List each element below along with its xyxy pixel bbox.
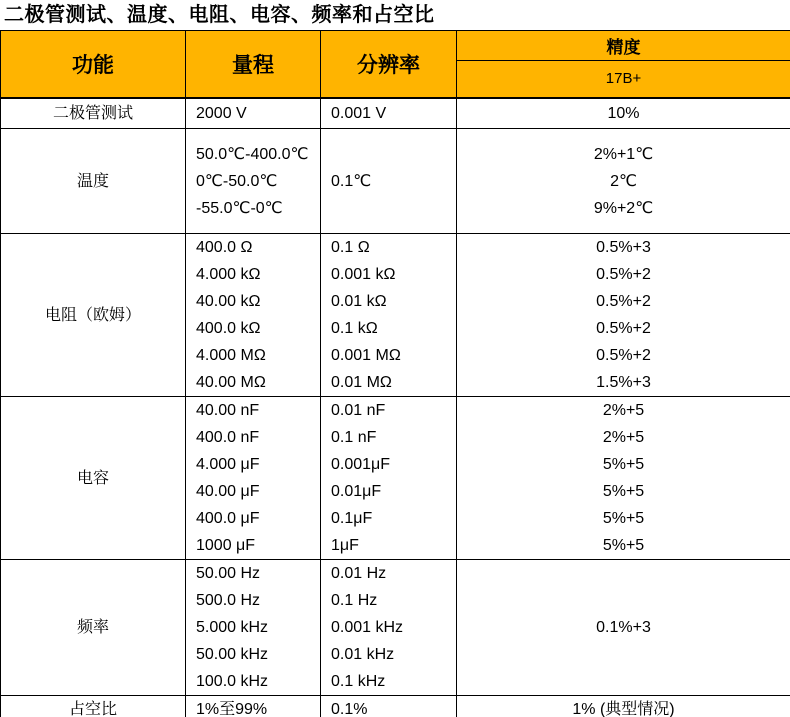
resolution-cell xyxy=(321,234,457,397)
cell-line: 0.5%+3 xyxy=(596,239,651,256)
cell-line: 0.1%+3 xyxy=(596,619,651,636)
col-header-resolution: 分辨率 xyxy=(321,31,457,98)
spec-table-body xyxy=(1,98,790,717)
resolution-cell xyxy=(321,696,457,717)
function-cell xyxy=(1,696,186,717)
col-header-range: 量程 xyxy=(186,31,321,98)
cell-line: 0.1 kΩ xyxy=(331,320,378,337)
range-cell xyxy=(186,560,321,696)
resolution-cell xyxy=(321,98,457,129)
table-row xyxy=(1,696,790,717)
cell-line: 50.0℃-400.0℃ xyxy=(196,145,309,163)
cell-line: 0.01 MΩ xyxy=(331,374,392,391)
range-cell xyxy=(186,98,321,129)
cell-line: 400.0 μF xyxy=(196,510,260,527)
cell-line: 0.5%+2 xyxy=(596,266,651,283)
cell-line: 0.01 kΩ xyxy=(331,293,387,310)
cell-line: 2000 V xyxy=(196,104,247,122)
accuracy-cell xyxy=(457,234,790,397)
cell-line: 0.001 V xyxy=(331,104,387,122)
cell-line: 0.5%+2 xyxy=(596,347,651,364)
cell-line: 0.01 kHz xyxy=(331,646,395,663)
cell-line: 0.001 MΩ xyxy=(331,347,401,364)
function-cell xyxy=(1,234,186,397)
cell-line: 电阻（欧姆） xyxy=(44,306,141,324)
cell-line: 500.0 Hz xyxy=(196,592,261,609)
cell-line: 0.01μF xyxy=(331,483,382,500)
function-cell xyxy=(1,560,186,696)
table-row xyxy=(1,129,790,234)
cell-line: 40.00 μF xyxy=(196,483,260,500)
cell-line: 4.000 kΩ xyxy=(196,266,261,283)
cell-line: 二极管测试 xyxy=(52,104,133,122)
accuracy-cell xyxy=(457,696,790,717)
cell-line: 40.00 MΩ xyxy=(196,374,266,391)
col-header-accuracy-model: 17B+ xyxy=(457,61,790,98)
cell-line: 0.1% xyxy=(331,701,368,717)
cell-line: 0.001μF xyxy=(331,456,391,473)
header-row-top xyxy=(1,31,790,61)
cell-line: 2℃ xyxy=(610,172,637,190)
cell-line: 5%+5 xyxy=(602,456,645,473)
cell-line: 2%+5 xyxy=(602,429,645,446)
cell-line: 0.1 kHz xyxy=(331,673,386,690)
accuracy-cell xyxy=(457,397,790,560)
page-title: 二极管测试、温度、电阻、电容、频率和占空比 xyxy=(4,4,435,26)
function-cell xyxy=(1,98,186,129)
cell-line: 100.0 kHz xyxy=(196,673,269,690)
cell-line: 0.001 kΩ xyxy=(331,266,396,283)
cell-line: 0.01 nF xyxy=(331,402,386,419)
function-cell xyxy=(1,397,186,560)
cell-line: 400.0 Ω xyxy=(196,239,253,256)
cell-line: 50.00 kHz xyxy=(196,646,269,663)
cell-line: 5%+5 xyxy=(602,483,645,500)
range-cell xyxy=(186,696,321,717)
cell-line: 0℃-50.0℃ xyxy=(196,172,278,190)
cell-line: 400.0 kΩ xyxy=(196,320,261,337)
table-row xyxy=(1,98,790,129)
cell-line: 电容 xyxy=(76,469,109,487)
cell-line: 1% (典型情况) xyxy=(572,701,675,717)
cell-line: 2%+1℃ xyxy=(593,145,654,163)
range-cell xyxy=(186,397,321,560)
cell-line: 4.000 μF xyxy=(196,456,260,473)
cell-line: 5%+5 xyxy=(602,510,645,527)
cell-line: 频率 xyxy=(76,619,109,636)
range-cell xyxy=(186,129,321,234)
cell-line: 4.000 MΩ xyxy=(196,347,266,364)
cell-line: 温度 xyxy=(76,172,109,190)
spec-table-header xyxy=(1,31,790,98)
resolution-cell xyxy=(321,397,457,560)
table-row xyxy=(1,397,790,560)
spec-table xyxy=(0,30,790,717)
cell-line: 5.000 kHz xyxy=(196,619,269,636)
range-cell xyxy=(186,234,321,397)
cell-line: 1μF xyxy=(331,537,359,554)
cell-line: 0.001 kHz xyxy=(331,619,404,636)
accuracy-cell xyxy=(457,560,790,696)
cell-line: 9%+2℃ xyxy=(593,199,654,217)
cell-line: 0.01 Hz xyxy=(331,565,387,582)
cell-line: 0.5%+2 xyxy=(596,320,651,337)
cell-line: 1%至99% xyxy=(196,701,268,717)
col-header-function: 功能 xyxy=(1,31,186,98)
cell-line: 5%+5 xyxy=(602,537,645,554)
cell-line: 40.00 nF xyxy=(196,402,260,419)
cell-line: 0.1μF xyxy=(331,510,373,527)
resolution-cell xyxy=(321,560,457,696)
cell-line: 0.5%+2 xyxy=(596,293,651,310)
cell-line: -55.0℃-0℃ xyxy=(196,199,283,217)
table-row xyxy=(1,560,790,696)
cell-line: 50.00 Hz xyxy=(196,565,261,582)
cell-line: 0.1 Hz xyxy=(331,592,378,609)
resolution-cell xyxy=(321,129,457,234)
col-header-accuracy: 精度 xyxy=(457,31,790,61)
cell-line: 1.5%+3 xyxy=(596,374,651,391)
cell-line: 10% xyxy=(607,104,640,122)
cell-line: 400.0 nF xyxy=(196,429,260,446)
function-cell xyxy=(1,129,186,234)
cell-line: 1000 μF xyxy=(196,537,256,554)
cell-line: 40.00 kΩ xyxy=(196,293,261,310)
cell-line: 0.1 Ω xyxy=(331,239,370,256)
cell-line: 0.1 nF xyxy=(331,429,377,446)
cell-line: 0.1℃ xyxy=(331,172,372,190)
accuracy-cell xyxy=(457,98,790,129)
table-row xyxy=(1,234,790,397)
cell-line: 2%+5 xyxy=(602,402,645,419)
cell-line: 占空比 xyxy=(68,701,117,717)
accuracy-cell xyxy=(457,129,790,234)
